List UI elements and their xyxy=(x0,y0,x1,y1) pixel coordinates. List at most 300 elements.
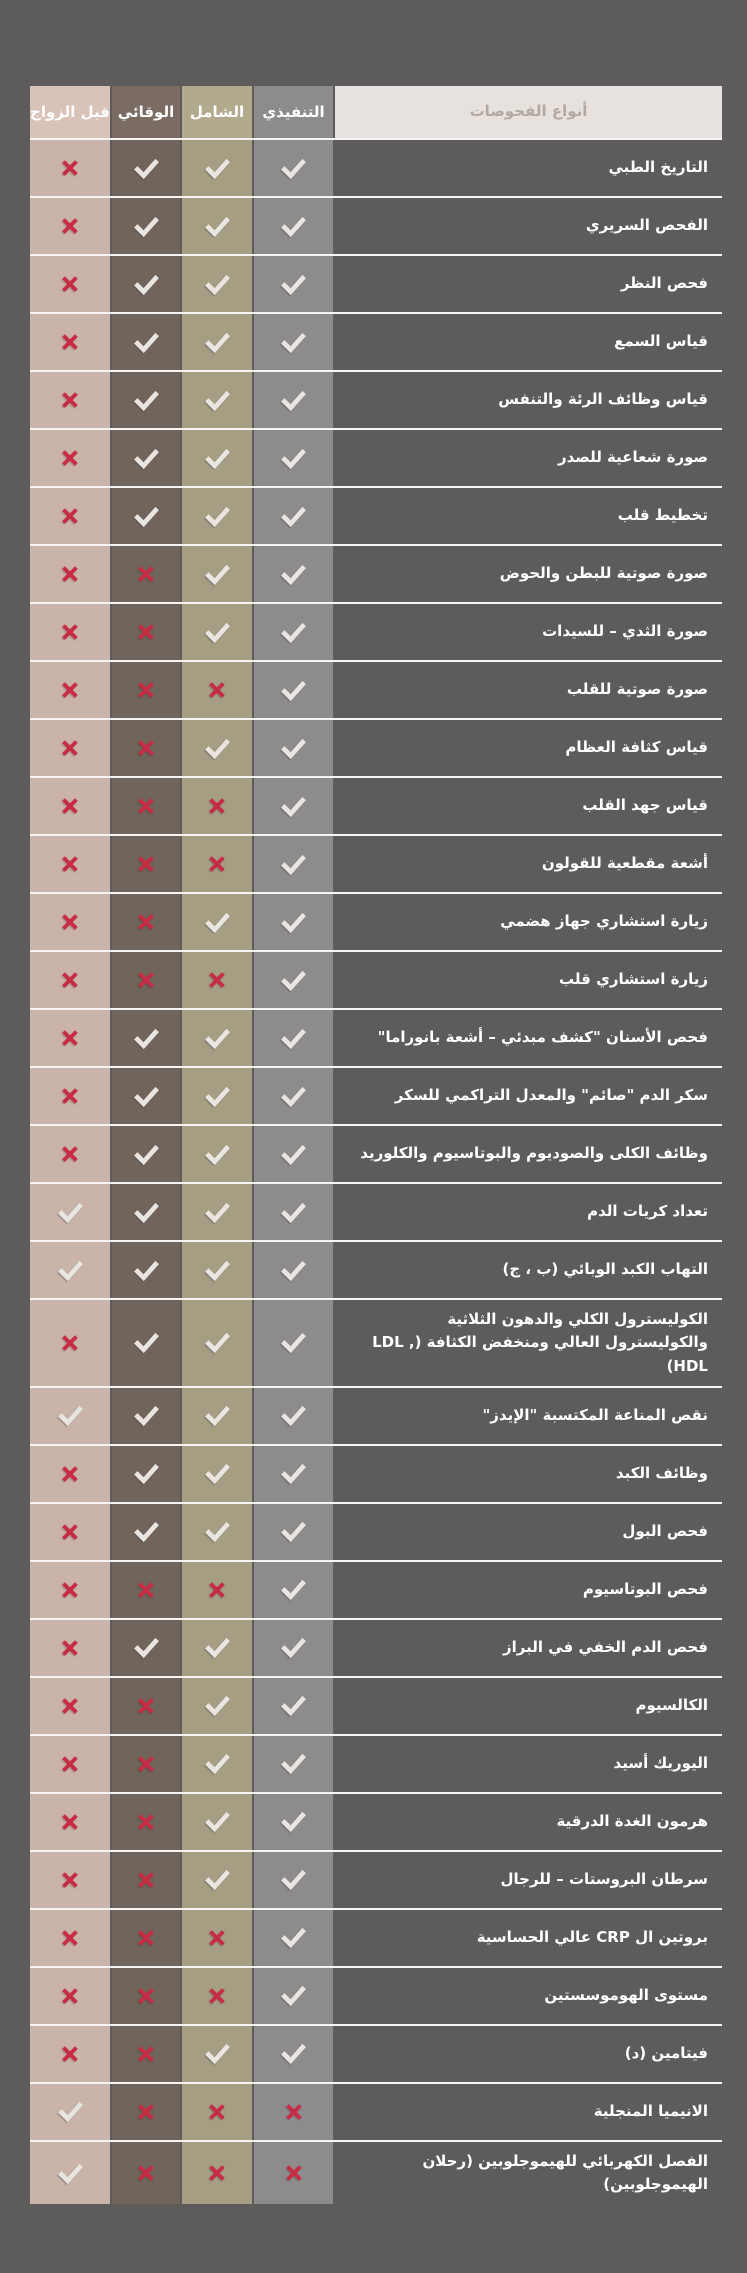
check-icon xyxy=(134,1086,159,1107)
mark-cell-executive xyxy=(254,2084,333,2140)
mark-cell-preventive xyxy=(112,1126,180,1182)
cross-icon xyxy=(138,2046,154,2062)
mark-cell-preventive xyxy=(112,198,180,254)
test-name-cell xyxy=(335,1010,722,1066)
cross-icon xyxy=(286,2104,302,2120)
cross-icon xyxy=(62,1756,78,1772)
tests-types-header-cell xyxy=(335,86,722,138)
column-header-label: الشامل xyxy=(189,103,245,121)
mark-cell-comprehensive xyxy=(182,2142,252,2205)
check-icon xyxy=(281,216,306,237)
mark-cell-comprehensive xyxy=(182,1794,252,1850)
mark-cell-executive xyxy=(254,1562,333,1618)
cross-icon xyxy=(62,1640,78,1656)
table-row xyxy=(30,1736,722,1794)
cross-icon xyxy=(62,1698,78,1714)
test-name-label: وظائف الكلى والصوديوم والبوتاسيوم والكلوريد xyxy=(360,1144,708,1163)
mark-cell-premarital xyxy=(30,430,110,486)
mark-cell-comprehensive xyxy=(182,952,252,1008)
test-name-cell xyxy=(335,1968,722,2024)
mark-cell-executive xyxy=(254,720,333,776)
test-name-cell xyxy=(335,778,722,834)
column-header-comprehensive xyxy=(182,86,252,138)
test-name-label: هرمون الغدة الدرقية xyxy=(556,1812,708,1831)
mark-cell-preventive xyxy=(112,1388,180,1444)
cross-icon xyxy=(62,2046,78,2062)
cross-icon xyxy=(209,1988,225,2004)
mark-cell-comprehensive xyxy=(182,1968,252,2024)
mark-cell-comprehensive xyxy=(182,1562,252,1618)
cross-icon xyxy=(62,740,78,756)
mark-cell-executive xyxy=(254,1184,333,1240)
check-icon xyxy=(134,1260,159,1281)
table-row xyxy=(30,2084,722,2142)
table-row xyxy=(30,952,722,1010)
column-header-executive xyxy=(254,86,333,138)
mark-cell-premarital xyxy=(30,1446,110,1502)
test-name-label: فحص البول xyxy=(622,1522,708,1541)
mark-cell-premarital xyxy=(30,662,110,718)
mark-cell-premarital xyxy=(30,1562,110,1618)
cross-icon xyxy=(138,682,154,698)
check-icon xyxy=(281,1028,306,1049)
table-row xyxy=(30,836,722,894)
check-icon xyxy=(281,2043,306,2064)
mark-cell-preventive xyxy=(112,546,180,602)
check-icon xyxy=(281,912,306,933)
mark-cell-executive xyxy=(254,2142,333,2205)
check-icon xyxy=(205,1260,230,1281)
test-name-label: الانيميا المنجلية xyxy=(593,2102,708,2121)
check-icon xyxy=(281,1332,306,1353)
mark-cell-preventive xyxy=(112,1562,180,1618)
cross-icon xyxy=(62,1988,78,2004)
cross-icon xyxy=(138,1582,154,1598)
mark-cell-comprehensive xyxy=(182,1620,252,1676)
mark-cell-comprehensive xyxy=(182,894,252,950)
table-row xyxy=(30,314,722,372)
cross-icon xyxy=(138,1988,154,2004)
mark-cell-preventive xyxy=(112,1620,180,1676)
cross-icon xyxy=(62,1814,78,1830)
check-icon xyxy=(205,1028,230,1049)
check-icon xyxy=(281,390,306,411)
cross-icon xyxy=(209,2165,225,2181)
check-icon xyxy=(205,1202,230,1223)
mark-cell-comprehensive xyxy=(182,372,252,428)
mark-cell-preventive xyxy=(112,2026,180,2082)
check-icon xyxy=(281,1260,306,1281)
mark-cell-preventive xyxy=(112,1300,180,1386)
mark-cell-premarital xyxy=(30,198,110,254)
test-name-label: الفصل الكهربائي للهيموجلوبين (رحلان الهيموجلوبين) xyxy=(422,2151,708,2193)
check-icon xyxy=(205,1811,230,1832)
mark-cell-comprehensive xyxy=(182,720,252,776)
check-icon xyxy=(205,1869,230,1890)
mark-cell-comprehensive xyxy=(182,662,252,718)
mark-cell-executive xyxy=(254,1504,333,1560)
check-icon xyxy=(205,1695,230,1716)
mark-cell-executive xyxy=(254,198,333,254)
cross-icon xyxy=(209,1582,225,1598)
mark-cell-preventive xyxy=(112,1010,180,1066)
cross-icon xyxy=(138,1872,154,1888)
mark-cell-executive xyxy=(254,1968,333,2024)
cross-icon xyxy=(286,2165,302,2181)
mark-cell-preventive xyxy=(112,314,180,370)
cross-icon xyxy=(62,856,78,872)
cross-icon xyxy=(209,856,225,872)
test-name-label: صورة شعاعية للصدر xyxy=(558,448,708,467)
test-name-cell xyxy=(335,836,722,892)
cross-icon xyxy=(62,160,78,176)
cross-icon xyxy=(138,2165,154,2181)
mark-cell-comprehensive xyxy=(182,1242,252,1298)
cross-icon xyxy=(209,972,225,988)
test-name-cell xyxy=(335,1184,722,1240)
mark-cell-comprehensive xyxy=(182,1678,252,1734)
test-name-label: قياس السمع xyxy=(614,332,708,351)
mark-cell-premarital xyxy=(30,1242,110,1298)
mark-cell-premarital xyxy=(30,2142,110,2205)
cross-icon xyxy=(138,624,154,640)
check-icon xyxy=(205,506,230,527)
mark-cell-preventive xyxy=(112,1968,180,2024)
mark-cell-preventive xyxy=(112,604,180,660)
test-name-label: صورة الثدي – للسيدات xyxy=(542,622,708,641)
mark-cell-preventive xyxy=(112,1446,180,1502)
mark-cell-preventive xyxy=(112,430,180,486)
check-icon xyxy=(281,1202,306,1223)
mark-cell-comprehensive xyxy=(182,1388,252,1444)
mark-cell-comprehensive xyxy=(182,1736,252,1792)
mark-cell-comprehensive xyxy=(182,314,252,370)
mark-cell-premarital xyxy=(30,1968,110,2024)
cross-icon xyxy=(138,798,154,814)
table-row xyxy=(30,1010,722,1068)
mark-cell-premarital xyxy=(30,604,110,660)
mark-cell-preventive xyxy=(112,140,180,196)
check-icon xyxy=(281,1869,306,1890)
check-icon xyxy=(281,680,306,701)
mark-cell-premarital xyxy=(30,1388,110,1444)
check-icon xyxy=(134,1202,159,1223)
table-row xyxy=(30,1852,722,1910)
check-icon xyxy=(58,2163,83,2184)
test-name-cell xyxy=(335,1620,722,1676)
test-name-cell xyxy=(335,1678,722,1734)
check-icon xyxy=(205,332,230,353)
test-name-label: وظائف الكبد xyxy=(615,1464,708,1483)
table-row xyxy=(30,1242,722,1300)
mark-cell-executive xyxy=(254,604,333,660)
check-icon xyxy=(134,390,159,411)
check-icon xyxy=(205,1521,230,1542)
test-name-label: تعداد كريات الدم xyxy=(587,1202,708,1221)
mark-cell-premarital xyxy=(30,2026,110,2082)
check-icon xyxy=(205,1753,230,1774)
cross-icon xyxy=(62,1466,78,1482)
mark-cell-premarital xyxy=(30,1300,110,1386)
mark-cell-executive xyxy=(254,2026,333,2082)
mark-cell-premarital xyxy=(30,720,110,776)
check-icon xyxy=(205,1405,230,1426)
check-icon xyxy=(281,506,306,527)
table-row xyxy=(30,1562,722,1620)
mark-cell-executive xyxy=(254,1446,333,1502)
test-name-label: زيارة استشاري جهاز هضمي xyxy=(500,912,708,931)
cross-icon xyxy=(62,276,78,292)
test-name-cell xyxy=(335,1446,722,1502)
mark-cell-premarital xyxy=(30,836,110,892)
mark-cell-executive xyxy=(254,1736,333,1792)
check-icon xyxy=(134,1405,159,1426)
check-icon xyxy=(281,1579,306,1600)
table-row xyxy=(30,140,722,198)
check-icon xyxy=(281,1695,306,1716)
test-name-label: أشعة مقطعية للقولون xyxy=(541,854,708,873)
mark-cell-comprehensive xyxy=(182,1910,252,1966)
test-name-cell xyxy=(335,2142,722,2205)
mark-cell-comprehensive xyxy=(182,1300,252,1386)
mark-cell-premarital xyxy=(30,2084,110,2140)
check-icon xyxy=(281,854,306,875)
mark-cell-preventive xyxy=(112,2084,180,2140)
check-icon xyxy=(134,1463,159,1484)
mark-cell-preventive xyxy=(112,952,180,1008)
mark-cell-preventive xyxy=(112,662,180,718)
table-row xyxy=(30,372,722,430)
table-row xyxy=(30,1620,722,1678)
cross-icon xyxy=(62,798,78,814)
table-row xyxy=(30,894,722,952)
mark-cell-preventive xyxy=(112,836,180,892)
test-name-cell xyxy=(335,1736,722,1792)
mark-cell-executive xyxy=(254,662,333,718)
test-name-label: فحص النظر xyxy=(620,274,708,293)
mark-cell-executive xyxy=(254,1068,333,1124)
check-icon xyxy=(58,1260,83,1281)
mark-cell-premarital xyxy=(30,546,110,602)
mark-cell-executive xyxy=(254,488,333,544)
mark-cell-executive xyxy=(254,1794,333,1850)
mark-cell-premarital xyxy=(30,1504,110,1560)
table-row xyxy=(30,1126,722,1184)
test-name-label: سرطان البروستات – للرجال xyxy=(500,1870,708,1889)
cross-icon xyxy=(138,2104,154,2120)
table-row xyxy=(30,198,722,256)
table-row xyxy=(30,1794,722,1852)
check-icon xyxy=(205,1086,230,1107)
mark-cell-executive xyxy=(254,546,333,602)
test-name-cell xyxy=(335,662,722,718)
cross-icon xyxy=(62,450,78,466)
cross-icon xyxy=(138,740,154,756)
test-name-cell xyxy=(335,894,722,950)
mark-cell-comprehensive xyxy=(182,1504,252,1560)
check-icon xyxy=(205,912,230,933)
mark-cell-comprehensive xyxy=(182,1126,252,1182)
mark-cell-executive xyxy=(254,1852,333,1908)
mark-cell-premarital xyxy=(30,952,110,1008)
table-row xyxy=(30,604,722,662)
check-icon xyxy=(205,564,230,585)
cross-icon xyxy=(62,334,78,350)
checkup-packages-comparison-table xyxy=(30,86,722,2204)
mark-cell-premarital xyxy=(30,1068,110,1124)
check-icon xyxy=(134,1332,159,1353)
cross-icon xyxy=(209,2104,225,2120)
table-row xyxy=(30,778,722,836)
mark-cell-preventive xyxy=(112,1242,180,1298)
cross-icon xyxy=(62,218,78,234)
cross-icon xyxy=(209,798,225,814)
check-icon xyxy=(281,1144,306,1165)
check-icon xyxy=(134,216,159,237)
mark-cell-preventive xyxy=(112,778,180,834)
table-header-row xyxy=(30,86,722,140)
check-icon xyxy=(281,738,306,759)
mark-cell-preventive xyxy=(112,720,180,776)
test-name-label: فحص الأسنان "كشف مبدئي – أشعة بانوراما" xyxy=(377,1028,708,1047)
test-name-label: مستوى الهوموسستين xyxy=(544,1986,708,2005)
cross-icon xyxy=(62,1146,78,1162)
mark-cell-preventive xyxy=(112,372,180,428)
check-icon xyxy=(134,332,159,353)
mark-cell-comprehensive xyxy=(182,430,252,486)
test-name-cell xyxy=(335,1242,722,1298)
check-icon xyxy=(58,2101,83,2122)
mark-cell-premarital xyxy=(30,488,110,544)
cross-icon xyxy=(138,1930,154,1946)
table-row xyxy=(30,430,722,488)
test-name-cell xyxy=(335,430,722,486)
table-row xyxy=(30,546,722,604)
test-name-label: فحص البوتاسيوم xyxy=(582,1580,708,1599)
test-name-label: اليوريك أسيد xyxy=(613,1754,708,1773)
check-icon xyxy=(281,1985,306,2006)
check-icon xyxy=(281,1811,306,1832)
test-name-label: الكالسيوم xyxy=(635,1696,708,1715)
check-icon xyxy=(58,1405,83,1426)
cross-icon xyxy=(62,1088,78,1104)
test-name-label: قياس كثافة العظام xyxy=(565,738,708,757)
mark-cell-comprehensive xyxy=(182,198,252,254)
mark-cell-comprehensive xyxy=(182,1446,252,1502)
table-row xyxy=(30,720,722,778)
mark-cell-executive xyxy=(254,1010,333,1066)
table-row xyxy=(30,1910,722,1968)
tests-types-header-label: أنواع الفحوصات xyxy=(469,102,588,121)
test-name-cell xyxy=(335,1300,722,1386)
test-name-cell xyxy=(335,546,722,602)
cross-icon xyxy=(138,1756,154,1772)
check-icon xyxy=(134,1028,159,1049)
check-icon xyxy=(281,622,306,643)
mark-cell-executive xyxy=(254,1126,333,1182)
test-name-label: سكر الدم "صائم" والمعدل التراكمي للسكر xyxy=(394,1086,708,1105)
mark-cell-preventive xyxy=(112,2142,180,2205)
mark-cell-preventive xyxy=(112,1910,180,1966)
mark-cell-comprehensive xyxy=(182,256,252,312)
mark-cell-executive xyxy=(254,1620,333,1676)
mark-cell-preventive xyxy=(112,256,180,312)
check-icon xyxy=(281,274,306,295)
mark-cell-executive xyxy=(254,256,333,312)
mark-cell-executive xyxy=(254,1242,333,1298)
mark-cell-comprehensive xyxy=(182,2084,252,2140)
check-icon xyxy=(205,622,230,643)
test-name-cell xyxy=(335,2026,722,2082)
check-icon xyxy=(281,1463,306,1484)
test-name-cell xyxy=(335,1068,722,1124)
mark-cell-comprehensive xyxy=(182,1852,252,1908)
mark-cell-comprehensive xyxy=(182,488,252,544)
check-icon xyxy=(281,1086,306,1107)
mark-cell-executive xyxy=(254,372,333,428)
table-row xyxy=(30,1678,722,1736)
check-icon xyxy=(205,448,230,469)
check-icon xyxy=(134,1144,159,1165)
check-icon xyxy=(281,564,306,585)
table-row xyxy=(30,1388,722,1446)
test-name-cell xyxy=(335,256,722,312)
check-icon xyxy=(134,158,159,179)
mark-cell-comprehensive xyxy=(182,604,252,660)
test-name-label: صورة صوتية للقلب xyxy=(566,680,708,699)
mark-cell-comprehensive xyxy=(182,140,252,196)
check-icon xyxy=(281,970,306,991)
column-header-label: الوقائي xyxy=(117,103,175,121)
check-icon xyxy=(281,1753,306,1774)
cross-icon xyxy=(62,914,78,930)
cross-icon xyxy=(138,914,154,930)
mark-cell-premarital xyxy=(30,1852,110,1908)
test-name-cell xyxy=(335,1388,722,1444)
mark-cell-executive xyxy=(254,140,333,196)
mark-cell-executive xyxy=(254,836,333,892)
table-row xyxy=(30,2026,722,2084)
test-name-cell xyxy=(335,1910,722,1966)
test-name-cell xyxy=(335,720,722,776)
test-name-cell xyxy=(335,2084,722,2140)
cross-icon xyxy=(138,856,154,872)
cross-icon xyxy=(62,624,78,640)
table-row xyxy=(30,1300,722,1388)
test-name-cell xyxy=(335,314,722,370)
check-icon xyxy=(205,158,230,179)
table-row xyxy=(30,662,722,720)
mark-cell-comprehensive xyxy=(182,836,252,892)
mark-cell-premarital xyxy=(30,1126,110,1182)
check-icon xyxy=(205,390,230,411)
test-name-label: نقص المناعة المكتسبة "الإيدز" xyxy=(482,1406,708,1425)
check-icon xyxy=(134,448,159,469)
mark-cell-executive xyxy=(254,314,333,370)
check-icon xyxy=(281,1637,306,1658)
cross-icon xyxy=(209,682,225,698)
test-name-label: الكوليسترول الكلي والدهون الثلاثية والكوليسترول العالي ومنخفض الكثافة (LDL , HDL) xyxy=(372,1310,708,1375)
cross-icon xyxy=(62,1335,78,1351)
mark-cell-comprehensive xyxy=(182,778,252,834)
test-name-cell xyxy=(335,1562,722,1618)
table-row xyxy=(30,1068,722,1126)
cross-icon xyxy=(62,1930,78,1946)
test-name-cell xyxy=(335,1504,722,1560)
mark-cell-comprehensive xyxy=(182,1184,252,1240)
mark-cell-preventive xyxy=(112,1184,180,1240)
mark-cell-comprehensive xyxy=(182,1010,252,1066)
